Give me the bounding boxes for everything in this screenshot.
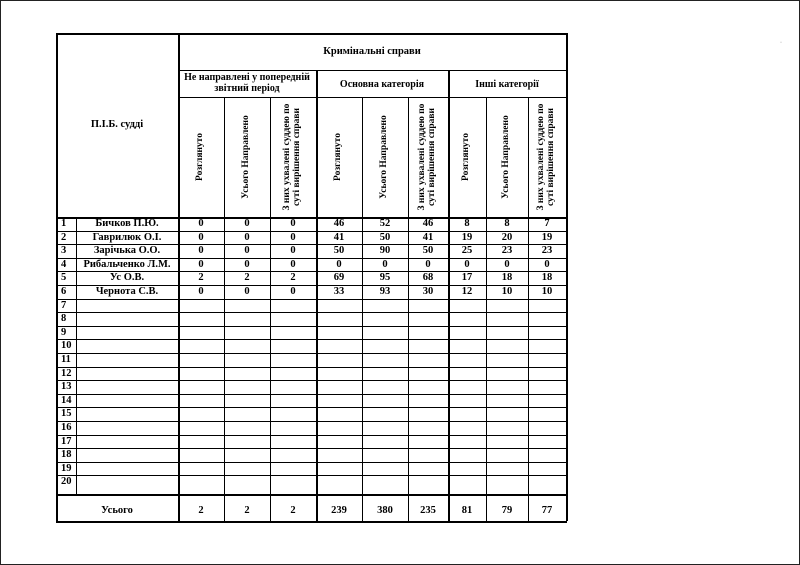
table-cell: 95	[379, 272, 391, 284]
table-cell	[408, 407, 448, 421]
table-cell	[178, 380, 224, 394]
table-cell	[486, 435, 528, 449]
group-prev-header	[178, 73, 316, 94]
judge-name	[76, 299, 178, 313]
table-cell	[486, 462, 528, 476]
table-cell: 0	[425, 258, 431, 270]
row-number: 11	[61, 354, 71, 365]
judge-name	[76, 339, 178, 353]
table-cell: 8	[464, 218, 470, 229]
judge-name	[76, 353, 178, 367]
grid-line	[56, 285, 567, 286]
table-cell	[178, 435, 224, 449]
table-cell	[224, 353, 270, 367]
table-cell	[316, 312, 362, 326]
group-prev-label: Не направлені у попередній звітний період	[184, 72, 310, 94]
table-cell: 0	[504, 258, 510, 270]
table-cell: 50	[422, 245, 434, 257]
row-number: 18	[61, 449, 72, 461]
table-cell	[316, 299, 362, 313]
table-cell	[178, 394, 224, 408]
table-cell	[448, 407, 486, 421]
row-number: 14	[61, 394, 72, 406]
grid-line	[316, 70, 318, 521]
table-cell	[408, 353, 448, 367]
grid-line	[362, 97, 363, 521]
table-cell	[528, 435, 566, 449]
total-cell: 77	[541, 505, 553, 516]
judge-name	[76, 380, 178, 394]
table-cell	[270, 353, 316, 367]
row-number: 4	[61, 258, 67, 270]
table-cell: 0	[244, 258, 250, 270]
table-cell	[362, 394, 408, 408]
table-cell	[224, 435, 270, 449]
table-cell	[270, 407, 316, 421]
table-cell	[448, 380, 486, 394]
total-cell: 2	[198, 505, 204, 516]
table-cell: 0	[382, 258, 388, 270]
table-cell	[486, 448, 528, 462]
table-cell	[270, 462, 316, 476]
table-cell: 0	[290, 245, 296, 257]
row-number: 9	[61, 326, 67, 338]
grid-line	[56, 353, 567, 354]
grid-line	[56, 494, 567, 496]
total-cell: 235	[420, 505, 436, 516]
table-cell	[408, 475, 448, 489]
table-cell	[362, 353, 408, 367]
table-cell: 12	[461, 286, 473, 297]
table-cell	[270, 299, 316, 313]
table-cell	[408, 435, 448, 449]
grid-line	[56, 244, 567, 245]
table-cell	[316, 462, 362, 476]
table-cell	[224, 475, 270, 489]
grid-line	[56, 231, 567, 232]
table-cell	[408, 380, 448, 394]
table-cell	[448, 367, 486, 381]
group-other-header: Інші категорії	[475, 79, 539, 90]
table-cell: 0	[244, 231, 250, 243]
table-cell	[316, 421, 362, 435]
row-number: 15	[61, 408, 72, 420]
table-cell	[448, 421, 486, 435]
scan-specks: ·	[780, 40, 782, 46]
judge-name	[76, 421, 178, 435]
sent-total-header: Усього Направлено	[379, 115, 390, 199]
grid-line	[56, 435, 567, 436]
table-cell	[362, 421, 408, 435]
row-number: 17	[61, 435, 72, 447]
judge-decisions-header: З них ухвалені суддею по суті вирішення справи	[417, 103, 437, 211]
grid-line	[56, 326, 567, 327]
row-number: 10	[61, 340, 72, 352]
table-cell	[270, 435, 316, 449]
table-cell: 0	[544, 258, 550, 270]
table-cell	[408, 462, 448, 476]
grid-line	[224, 97, 225, 521]
table-cell	[224, 448, 270, 462]
table-cell	[178, 353, 224, 367]
judge-name	[76, 312, 178, 326]
table-cell	[362, 407, 408, 421]
judge-name	[76, 326, 178, 340]
judge-name: Чернота С.В.	[95, 286, 159, 297]
table-cell	[528, 299, 566, 313]
grid-line	[270, 97, 271, 521]
table-cell	[316, 475, 362, 489]
table-cell	[224, 394, 270, 408]
table-cell	[448, 448, 486, 462]
row-number: 2	[61, 231, 67, 243]
table-cell	[316, 353, 362, 367]
table-cell: 0	[198, 218, 204, 229]
table-cell: 93	[379, 286, 391, 297]
table-cell: 69	[333, 272, 345, 284]
table-cell	[528, 421, 566, 435]
table-cell	[448, 312, 486, 326]
table-cell	[486, 367, 528, 381]
table-cell	[362, 435, 408, 449]
table-cell: 2	[290, 272, 296, 284]
table-cell	[270, 394, 316, 408]
table-cell: 52	[379, 218, 391, 229]
table-cell	[270, 312, 316, 326]
row-number: 13	[61, 381, 72, 393]
table-cell	[270, 380, 316, 394]
table-cell	[178, 339, 224, 353]
table-cell	[362, 326, 408, 340]
grid-line	[56, 521, 567, 523]
table-cell	[316, 326, 362, 340]
table-cell: 68	[422, 272, 434, 284]
table-cell	[224, 462, 270, 476]
table-cell: 20	[501, 231, 513, 243]
table-cell	[178, 448, 224, 462]
judge-name	[76, 367, 178, 381]
table-cell: 0	[244, 286, 250, 297]
judge-name: Гаврилюк О.І.	[92, 231, 162, 243]
table-cell	[362, 448, 408, 462]
grid-line	[56, 380, 567, 381]
table-cell	[408, 448, 448, 462]
table-cell	[316, 380, 362, 394]
grid-line	[56, 407, 567, 408]
grid-line	[448, 70, 450, 521]
table-cell	[270, 448, 316, 462]
table-cell	[178, 326, 224, 340]
table-cell	[362, 312, 408, 326]
table-cell	[224, 312, 270, 326]
table-cell: 0	[198, 258, 204, 270]
judge-name: Рибальченко Л.М.	[83, 258, 171, 270]
table-cell: 0	[198, 231, 204, 243]
table-cell	[270, 326, 316, 340]
table-cell: 0	[198, 286, 204, 297]
table-cell: 46	[422, 218, 434, 229]
table-cell	[408, 339, 448, 353]
table-cell	[362, 462, 408, 476]
table-cell	[224, 299, 270, 313]
table-cell: 25	[461, 245, 473, 257]
table-cell	[486, 394, 528, 408]
table-cell: 17	[461, 272, 473, 284]
table-cell	[224, 339, 270, 353]
judge-name	[76, 394, 178, 408]
table-cell: 0	[290, 286, 296, 297]
table-cell	[486, 326, 528, 340]
grid-line	[178, 70, 567, 71]
table-cell: 10	[501, 286, 513, 297]
grid-line	[56, 448, 567, 449]
judge-name	[76, 462, 178, 476]
table-cell	[448, 475, 486, 489]
row-number: 16	[61, 422, 72, 433]
total-cell: 81	[461, 505, 473, 516]
table-cell	[316, 339, 362, 353]
table-cell: 18	[501, 272, 513, 284]
judge-name	[76, 407, 178, 421]
table-cell	[528, 326, 566, 340]
table-cell	[224, 326, 270, 340]
total-cell: 239	[331, 505, 347, 516]
table-cell: 10	[541, 286, 553, 297]
table-cell: 0	[336, 258, 342, 270]
table-cell: 2	[244, 272, 250, 284]
table-cell	[448, 435, 486, 449]
row-number: 3	[61, 245, 67, 257]
table-cell	[448, 353, 486, 367]
table-cell	[316, 448, 362, 462]
table-cell	[362, 367, 408, 381]
table-cell: 19	[541, 231, 553, 243]
group-main-header: Основна категорія	[339, 79, 425, 90]
table-cell	[528, 312, 566, 326]
total-cell: 380	[377, 505, 393, 516]
row-number: 20	[61, 476, 72, 488]
total-cell: 79	[501, 505, 513, 516]
grid-line	[56, 475, 567, 476]
judge-name	[76, 435, 178, 449]
table-cell: 19	[461, 231, 473, 243]
table-cell: 50	[379, 231, 391, 243]
grid-line	[56, 33, 567, 35]
judge-name	[76, 475, 178, 489]
table-cell: 30	[422, 286, 434, 297]
table-cell	[178, 299, 224, 313]
table-cell: 7	[544, 218, 550, 229]
grid-line	[56, 421, 567, 422]
table-cell	[408, 394, 448, 408]
table-cell: 23	[541, 245, 553, 257]
table-cell	[528, 448, 566, 462]
table-cell	[316, 435, 362, 449]
table-cell: 0	[244, 245, 250, 257]
table-cell	[270, 367, 316, 381]
table-cell	[270, 475, 316, 489]
row-number: 19	[61, 462, 72, 474]
judge-name-header: П.І.Б. судді	[90, 119, 144, 130]
table-cell	[408, 326, 448, 340]
judge-decisions-header: З них ухвалені суддею по суті вирішення справи	[282, 103, 302, 211]
judge-name: Бичков П.Ю.	[95, 218, 159, 229]
row-number: 5	[61, 272, 67, 284]
table-cell	[316, 407, 362, 421]
criminal-cases-header: Кримінальні справи	[323, 46, 421, 57]
judge-name: Зарічька О.О.	[93, 245, 161, 257]
grid-line	[56, 339, 567, 340]
table-cell	[224, 380, 270, 394]
table-cell	[448, 394, 486, 408]
table-cell	[408, 421, 448, 435]
table-cell	[316, 367, 362, 381]
grid-line	[56, 258, 567, 259]
total-cell: 2	[290, 505, 296, 516]
table-cell	[486, 339, 528, 353]
table-cell	[362, 339, 408, 353]
table-cell	[178, 475, 224, 489]
table-cell: 46	[333, 218, 345, 229]
judge-name: Ус О.В.	[109, 272, 145, 284]
table-cell: 50	[333, 245, 345, 257]
table-cell: 41	[422, 231, 434, 243]
table-cell	[178, 312, 224, 326]
total-label: Усього	[101, 505, 133, 516]
table-cell	[362, 380, 408, 394]
judge-name	[76, 448, 178, 462]
reviewed-header: Розглянуто	[461, 133, 472, 181]
table-cell	[224, 367, 270, 381]
grid-line	[56, 271, 567, 272]
table-cell: 0	[464, 258, 470, 270]
row-number: 8	[61, 313, 67, 325]
table-cell	[528, 407, 566, 421]
grid-line	[56, 299, 567, 300]
table-cell	[528, 339, 566, 353]
sent-total-header: Усього Направлено	[241, 115, 252, 199]
table-cell: 0	[198, 245, 204, 257]
table-cell	[362, 299, 408, 313]
total-cell: 2	[244, 505, 250, 516]
table-cell	[178, 462, 224, 476]
table-cell: 90	[379, 245, 391, 257]
table-cell	[528, 353, 566, 367]
row-number: 1	[61, 218, 67, 229]
table-cell	[486, 312, 528, 326]
grid-line	[56, 367, 567, 368]
table-cell	[528, 462, 566, 476]
table-cell	[224, 407, 270, 421]
table-cell	[408, 312, 448, 326]
table-cell	[528, 475, 566, 489]
table-cell	[224, 421, 270, 435]
reviewed-header: Розглянуто	[333, 133, 344, 181]
table-cell	[178, 421, 224, 435]
table-cell	[486, 353, 528, 367]
table-cell	[528, 380, 566, 394]
table-cell: 0	[290, 258, 296, 270]
table-cell	[486, 475, 528, 489]
judge-decisions-header: З них ухвалені суддею по суті вирішення справи	[536, 103, 556, 211]
reviewed-header: Розглянуто	[195, 133, 206, 181]
grid-line	[56, 394, 567, 395]
grid-line	[528, 97, 529, 521]
row-number: 12	[61, 367, 72, 379]
table-cell	[362, 475, 408, 489]
table-cell	[448, 339, 486, 353]
table-cell	[486, 380, 528, 394]
table-cell: 18	[541, 272, 553, 284]
table-cell	[178, 407, 224, 421]
table-cell: 33	[333, 286, 345, 297]
table-cell	[270, 421, 316, 435]
table-cell: 0	[244, 218, 250, 229]
row-number: 6	[61, 286, 67, 297]
table-cell	[486, 407, 528, 421]
table-cell	[448, 326, 486, 340]
grid-line	[178, 97, 567, 98]
table-cell	[486, 421, 528, 435]
table-cell	[486, 299, 528, 313]
table-cell	[448, 462, 486, 476]
grid-line	[408, 97, 409, 521]
table-cell: 0	[290, 231, 296, 243]
grid-line	[56, 217, 567, 219]
grid-line	[56, 312, 567, 313]
table-cell: 0	[290, 218, 296, 229]
table-cell	[448, 299, 486, 313]
table-cell	[178, 367, 224, 381]
grid-line	[56, 462, 567, 463]
table-cell: 8	[504, 218, 510, 229]
table-cell	[316, 394, 362, 408]
table-cell	[408, 367, 448, 381]
table-cell	[528, 394, 566, 408]
table-cell: 2	[198, 272, 204, 284]
table-cell: 23	[501, 245, 513, 257]
table-cell: 41	[333, 231, 345, 243]
sent-total-header: Усього Направлено	[501, 115, 512, 199]
table-cell	[408, 299, 448, 313]
grid-line	[486, 97, 487, 521]
table-cell	[270, 339, 316, 353]
table-cell	[528, 367, 566, 381]
row-number: 7	[61, 299, 67, 311]
